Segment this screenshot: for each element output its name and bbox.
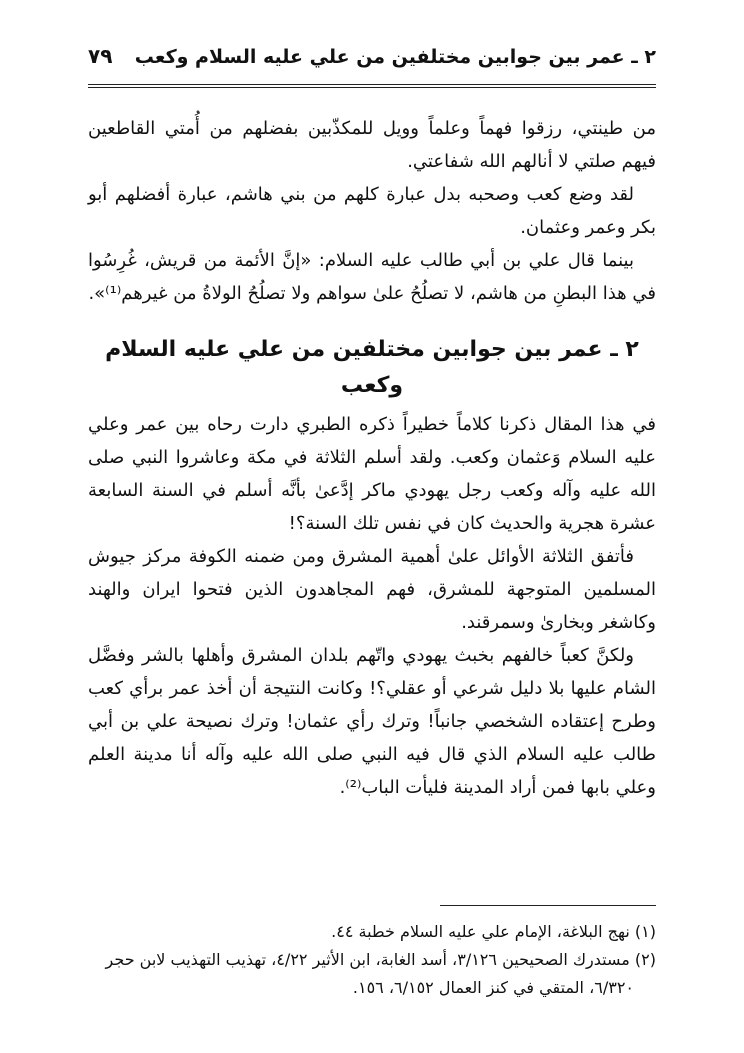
- footnotes: [88, 918, 656, 1002]
- page-number: ٧٩: [88, 44, 113, 68]
- section-heading: ٢ ـ عمر بين جوابين مختلفين من علي عليه السلام وكعب: [105, 337, 639, 398]
- footnote-2: (٢) مستدرك الصحيحين ٣/١٢٦، أسد الغابة، ابن الأثير ٤/٢٢، تهذيب التهذيب لابن حجر: [105, 950, 656, 969]
- paragraph-3: بينما قال علي بن أبي طالب عليه السلام: «إنَّ الأئمة من قريش، غُرِسُوا في هذا البطنِ من هاشم، لا تصلُحُ علىٰ سواهم ولا تصلُحُ الولاةُ من غيرهم⁽¹⁾».: [88, 250, 656, 304]
- body-text: [88, 112, 656, 804]
- paragraph-5: فأتفق الثلاثة الأوائل علىٰ أهمية المشرق ومن ضمنه الكوفة مركز جيوش المسلمين المتوجهة للمشرق، فهم المجاهدون الذين فتحوا ايران والهند وكاشغر وبخارىٰ وسمرقند.: [88, 546, 656, 633]
- paragraph-6: ولكنَّ كعباً خالفهم بخبث يهودي واتّهم بلدان المشرق وأهلها بالشر وفضَّل الشام عليها بلا دليل شرعي أو عقلي؟! وكانت النتيجة أن أخذ عمر برأي كعب وطرح إعتقاده الشخصي جانباً! وترك رأي عثمان! وترك نصيحة علي بن أبي طالب عليه السلام الذي قال فيه النبي صلى الله عليه وآله أنا مدينة العلم وعلي بابها فمن أراد المدينة فليأت الباب⁽²⁾.: [88, 645, 656, 798]
- footnote-2-continued: ٦/٣٢٠، المتقي في كنز العمال ٦/١٥٢، ١٥٦.: [352, 978, 634, 997]
- running-title: ٢ ـ عمر بين جوابين مختلفين من علي عليه السلام وكعب: [134, 46, 656, 68]
- paragraph-1: من طينتي، رزقوا فهماً وعلماً وويل للمكذّبين بفضلهم من أُمتي القاطعين فيهم صلتي لا أنالهم الله شفاعتي.: [88, 118, 656, 172]
- footnote-rule: [440, 905, 656, 906]
- footnote-1: (١) نهج البلاغة، الإمام علي عليه السلام خطبة ٤٤.: [331, 922, 656, 941]
- header-rule: [88, 84, 656, 88]
- page-header: [88, 40, 656, 80]
- paragraph-4: في هذا المقال ذكرنا كلاماً خطيراً ذكره الطبري دارت رحاه بين عمر وعلي عليه السلام وَعثمان وكعب. ولقد أسلم الثلاثة في مكة وعاشروا النبي صلى الله عليه وآله وكعب رجل يهودي ماكر إدَّعىٰ بأنَّه أسلم في السنة السابعة عشرة هجرية والحديث كان في نفس تلك السنة؟!: [88, 414, 656, 534]
- paragraph-2: لقد وضع كعب وصحبه بدل عبارة كلهم من بني هاشم، عبارة أفضلهم أبو بكر وعمر وعثمان.: [88, 184, 656, 238]
